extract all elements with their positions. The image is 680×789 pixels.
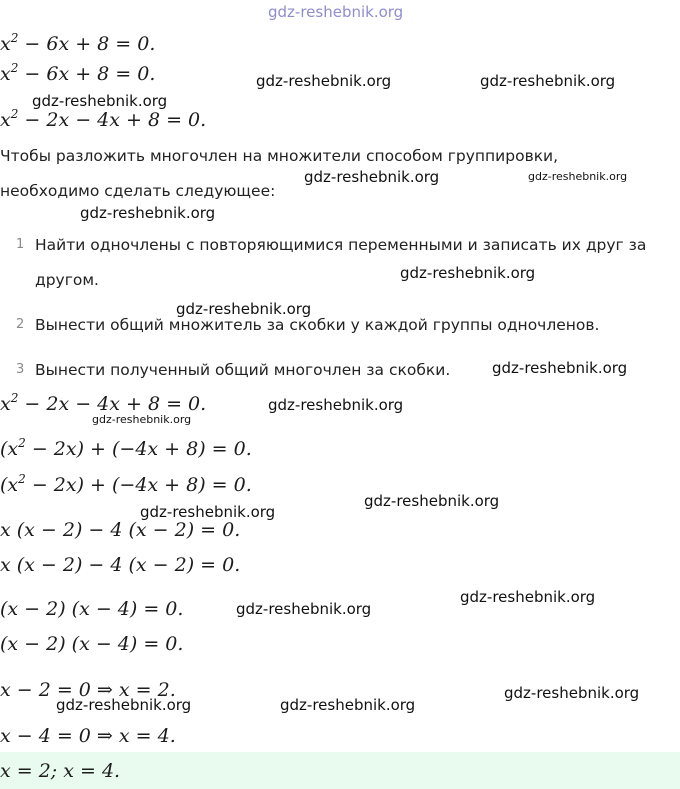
equation-line-2: $x^2 - 6x + 8 = 0$. — [0, 61, 156, 85]
watermark-top[interactable]: gdz-reshebnik.org — [268, 3, 404, 21]
watermark[interactable]: gdz-reshebnik.org — [460, 588, 596, 606]
watermark[interactable]: gdz-reshebnik.org — [280, 696, 416, 714]
answer-line: x = 2; x = 4. — [0, 760, 121, 782]
equation-line-9: (x − 2) (x − 4) = 0. — [0, 598, 184, 620]
watermark[interactable]: gdz-reshebnik.org — [80, 204, 216, 222]
step-1-text-cont: другом. — [35, 271, 99, 289]
watermark[interactable]: gdz-reshebnik.org — [268, 396, 404, 414]
step-2-number: 2 — [16, 317, 25, 332]
watermark[interactable]: gdz-reshebnik.org — [256, 72, 392, 90]
step-1-text: Найти одночлены с повторяющимися переменными и записать их друг за — [35, 236, 647, 254]
watermark[interactable]: gdz-reshebnik.org — [140, 503, 276, 521]
equation-line-4: $x^2 - 2x - 4x + 8 = 0$. — [0, 391, 207, 415]
step-3-text: Вынести полученный общий многочлен за скобки. — [35, 361, 451, 379]
equation-line-3: $x^2 - 2x - 4x + 8 = 0$. — [0, 107, 207, 131]
equation-line-7: x (x − 2) − 4 (x − 2) = 0. — [0, 519, 241, 541]
equation-line-12: x − 4 = 0 ⇒ x = 4. — [0, 725, 176, 747]
watermark[interactable]: gdz-reshebnik.org — [364, 492, 500, 510]
watermark[interactable]: gdz-reshebnik.org — [304, 168, 440, 186]
watermark[interactable]: gdz-reshebnik.org — [92, 413, 192, 426]
watermark[interactable]: gdz-reshebnik.org — [400, 264, 536, 282]
watermark[interactable]: gdz-reshebnik.org — [480, 72, 616, 90]
watermark[interactable]: gdz-reshebnik.org — [32, 92, 168, 110]
step-1-number: 1 — [16, 237, 25, 252]
watermark[interactable]: gdz-reshebnik.org — [236, 600, 372, 618]
equation-line-5: $(x^2 - 2x) + (-4x + 8) = 0$. — [0, 436, 252, 460]
watermark[interactable]: gdz-reshebnik.org — [56, 696, 192, 714]
watermark[interactable]: gdz-reshebnik.org — [176, 300, 312, 318]
step-3-number: 3 — [16, 362, 25, 377]
intro-line-2: необходимо сделать следующее: — [0, 182, 276, 200]
watermark[interactable]: gdz-reshebnik.org — [504, 684, 640, 702]
equation-line-1: $x^2 - 6x + 8 = 0$. — [0, 31, 156, 55]
equation-line-6: $(x^2 - 2x) + (-4x + 8) = 0$. — [0, 472, 252, 496]
watermark[interactable]: gdz-reshebnik.org — [492, 359, 628, 377]
intro-line-1: Чтобы разложить многочлен на множители способом группировки, — [0, 147, 559, 165]
equation-line-10: (x − 2) (x − 4) = 0. — [0, 633, 184, 655]
step-2-text: Вынести общий множитель за скобки у каждой группы одночленов. — [35, 316, 600, 334]
watermark[interactable]: gdz-reshebnik.org — [528, 170, 628, 183]
equation-line-11: x − 2 = 0 ⇒ x = 2. — [0, 679, 176, 701]
equation-line-8: x (x − 2) − 4 (x − 2) = 0. — [0, 554, 241, 576]
